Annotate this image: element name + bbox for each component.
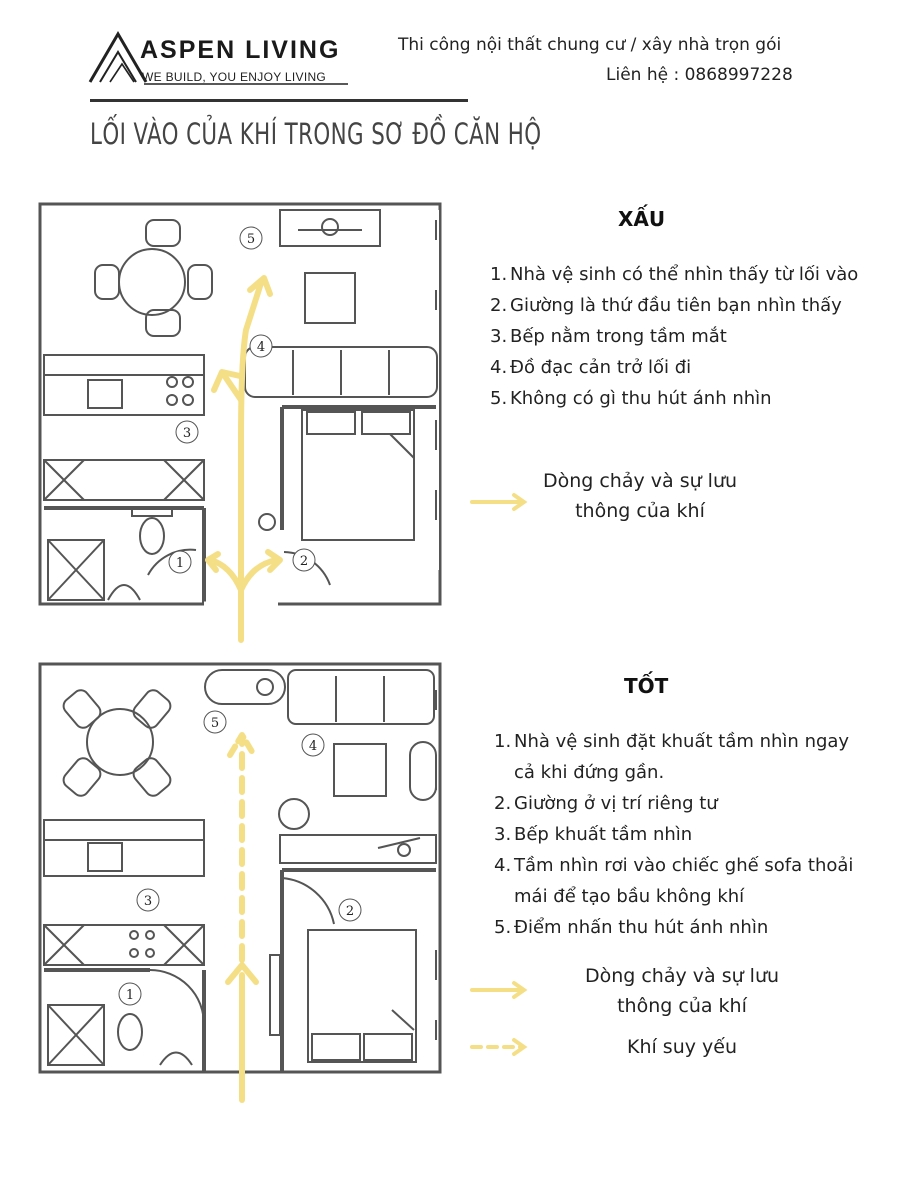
bad-item: 3. Bếp nằm trong tầm mắt bbox=[490, 326, 727, 347]
bad-item: 1. Nhà vệ sinh có thể nhìn thấy từ lối vào bbox=[490, 264, 859, 285]
good-flow-arrow-icon bbox=[470, 980, 530, 1000]
bad-plan-label-4: 4 bbox=[256, 340, 266, 355]
weak-flow-arrow-icon bbox=[470, 1037, 530, 1057]
good-plan-label-2: 2 bbox=[345, 904, 355, 919]
page-title: LỐI VÀO CỦA KHÍ TRONG SƠ ĐỒ CĂN HỘ bbox=[90, 117, 542, 151]
good-item: 5. Điểm nhấn thu hút ánh nhìn bbox=[494, 917, 769, 938]
good-item: 1. Nhà vệ sinh đặt khuất tầm nhìn ngay cả khi đứng gần. bbox=[494, 731, 850, 783]
bad-list bbox=[490, 259, 865, 414]
header-divider bbox=[90, 99, 468, 102]
bad-floor-plan bbox=[0, 190, 470, 660]
good-item: 4. Tầm nhìn rơi vào chiếc ghế sofa thoải mái để tạo bầu không khí bbox=[494, 855, 854, 907]
bad-item: 5. Không có gì thu hút ánh nhìn bbox=[490, 388, 772, 409]
bad-plan-label-5: 5 bbox=[246, 232, 256, 247]
good-list bbox=[494, 726, 874, 943]
good-plan-label-3: 3 bbox=[143, 894, 153, 909]
bad-plan-label-2: 2 bbox=[299, 554, 309, 569]
bad-plan-label-3: 3 bbox=[182, 426, 192, 441]
bad-item: 2. Giường là thứ đầu tiên bạn nhìn thấy bbox=[490, 295, 842, 316]
brand-slogan: WE BUILD, YOU ENJOY LIVING bbox=[142, 70, 327, 84]
good-item: 2. Giường ở vị trí riêng tư bbox=[494, 793, 718, 814]
good-plan-label-1: 1 bbox=[125, 988, 135, 1003]
bad-legend-flow: Dòng chảy và sự lưu thông của khí bbox=[542, 470, 738, 522]
brand-name: ASPEN LIVING bbox=[140, 36, 341, 64]
bad-flow-arrows bbox=[208, 278, 280, 640]
services-text: Thi công nội thất chung cư / xây nhà trọn gói bbox=[398, 35, 782, 55]
good-item: 3. Bếp khuất tầm nhìn bbox=[494, 824, 693, 845]
good-heading: TỐT bbox=[624, 674, 669, 698]
bad-item: 4. Đồ đạc cản trở lối đi bbox=[490, 357, 692, 378]
contact-phone: Liên hệ : 0868997228 bbox=[606, 65, 793, 85]
bad-plan-label-1: 1 bbox=[175, 556, 185, 571]
good-plan-label-4: 4 bbox=[308, 739, 318, 754]
good-legend-weak: Khí suy yếu bbox=[626, 1036, 738, 1058]
bad-flow-arrow-icon bbox=[470, 492, 530, 512]
good-legend-flow: Dòng chảy và sự lưu thông của khí bbox=[584, 965, 780, 1017]
bad-heading: XẤU bbox=[618, 207, 666, 231]
good-floor-plan bbox=[0, 650, 470, 1120]
good-flow-arrows bbox=[228, 735, 256, 1100]
good-plan-label-5: 5 bbox=[210, 716, 220, 731]
